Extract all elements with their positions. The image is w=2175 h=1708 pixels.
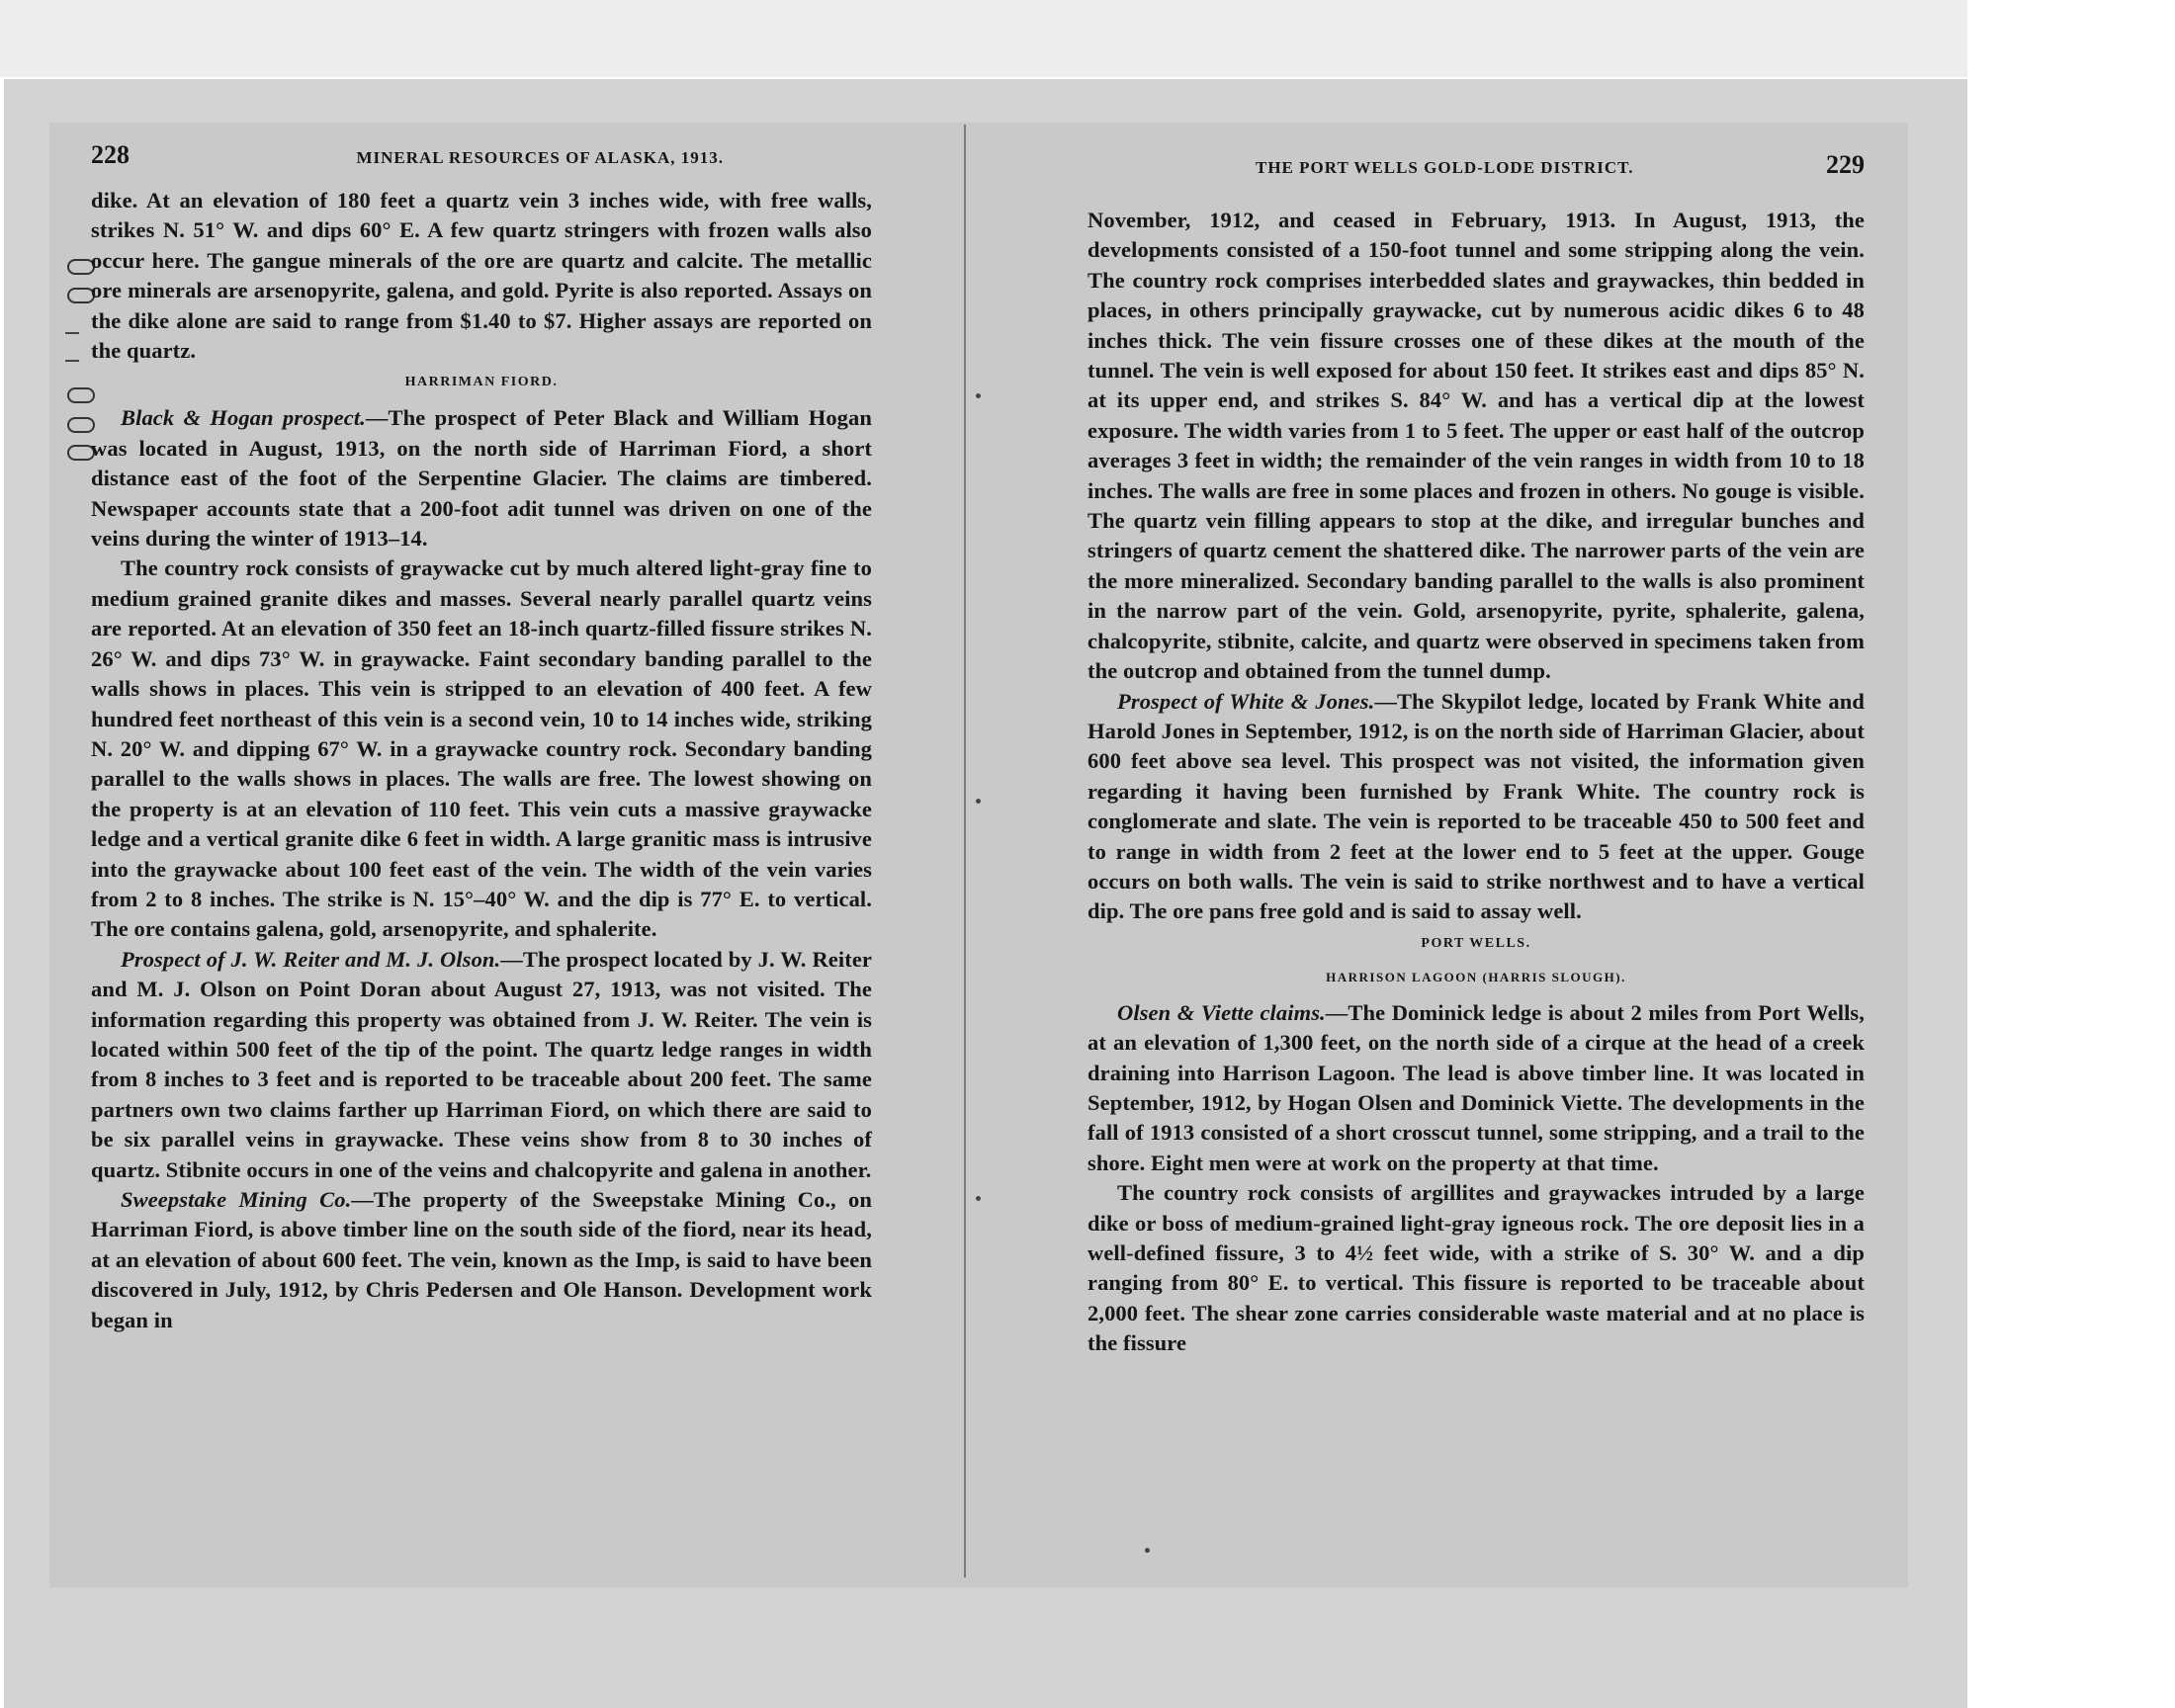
running-head: THE PORT WELLS GOLD-LODE DISTRICT. bbox=[1256, 158, 1634, 177]
gutter-mark bbox=[976, 1196, 981, 1201]
running-head: MINERAL RESOURCES OF ALASKA, 1913. bbox=[356, 148, 724, 167]
left-page-header bbox=[91, 140, 872, 186]
paragraph bbox=[91, 403, 872, 554]
paragraph-text: —The prospect of Peter Black and William Hogan was located in August, 1913, on the north side of Harriman Fiord, a short distance east of the foot of the Serpentine Glacier. The claims are timbered. Newspaper accounts state that a 200-foot adit tunnel was driven on one of the veins during the winter of 1913–14. bbox=[91, 405, 872, 552]
paragraph bbox=[91, 1185, 872, 1335]
paragraph-lead: Prospect of White & Jones. bbox=[1117, 688, 1375, 714]
paragraph-text: —The Dominick ledge is about 2 miles from Port Wells, at an elevation of 1,300 feet, on the north side of a cirque at the head of a creek draining into Harrison Lagoon. The lead is above timber line. It was located in September, 1912, by Hogan Olsen and Dominick Viette. The developments in the fall of 1913 consisted of a short crosscut tunnel, some stripping, and a trail to the shore. Eight men were at work on the property at that time. bbox=[1088, 999, 1866, 1175]
page-number: 228 bbox=[91, 140, 130, 169]
paragraph-lead: Sweepstake Mining Co. bbox=[121, 1187, 352, 1212]
left-page bbox=[91, 140, 872, 1335]
paragraph-text: —The Skypilot ledge, located by Frank White and Harold Jones in September, 1912, is on the north side of Harriman Glacier, about 600 feet above sea level. This prospect was not visited, the information given regarding it having been furnished by Frank White. The country rock is conglomerate and slate. The vein is reported to be traceable 450 to 500 feet and to range in width from 2 feet at the lower end to 5 feet at the upper. Gouge occurs on both walls. The vein is said to strike northwest and to have a vertical dip. The ore pans free gold and is said to assay well. bbox=[1088, 688, 1865, 924]
paragraph-text: —The property of the Sweepstake Mining Co., on Harriman Fiord, is above timber line on the south side of the fiord, near its head, at an elevation of about 600 feet. The vein, known as the Imp, is said to have been discovered in July, 1912, by Chris Pedersen and Ole Hanson. Development work began in bbox=[91, 1187, 872, 1332]
paragraph-lead: Olsen & Viette claims. bbox=[1117, 999, 1326, 1025]
gutter-mark bbox=[976, 393, 981, 398]
paragraph-text: —The prospect located by J. W. Reiter and M. J. Olson on Point Doran about August 27, 1913, was not visited. The information regarding this property was obtained from J. W. Reiter. The vein is located within 500 feet of the tip of the point. The quartz ledge ranges in width from 8 inches to 3 feet and is reported to be traceable about 200 feet. The same partners own two claims farther up Harriman Fiord, on which there are said to be six parallel veins in graywacke. These veins show from 8 to 30 inches of quartz. Stibnite occurs in one of the veins and chalcopyrite and galena in another. bbox=[91, 946, 873, 1182]
section-heading: HARRIMAN FIORD. bbox=[404, 375, 559, 390]
page-mark bbox=[1145, 1548, 1150, 1553]
paragraph: The country rock consists of argillites and graywackes intruded by a large dike or boss of medium-grained light-gray igneous rock. The ore deposit lies in a well-defined fissure, 3 to 4½ feet wide, with a strike of S. 30° W. and a dip ranging from 80° E. to vertical. This fissure is reported to be traceable about 2,000 feet. The shear zone carries considerable waste material and at no place is the fissure bbox=[1088, 1180, 1865, 1356]
right-page bbox=[1088, 150, 1865, 1359]
page-number: 229 bbox=[1826, 150, 1865, 179]
margin-mark bbox=[65, 332, 79, 334]
paragraph: dike. At an elevation of 180 feet a quartz vein 3 inches wide, with free walls, strikes N. 51° W. and dips 60° E. A few quartz stringers with frozen walls also occur here. The gangue minerals of the ore are quartz and calcite. The metallic ore minerals are arsenopyrite, galena, and gold. Pyrite is also reported. Assays on the dike alone are said to range from $1.40 to $7. Higher assays are reported on the quartz. bbox=[91, 188, 872, 364]
paragraph-lead: Prospect of J. W. Reiter and M. J. Olson. bbox=[121, 946, 501, 972]
paragraph: The country rock consists of graywacke cut by much altered light-gray fine to medium grained granite dikes and masses. Several nearly parallel quartz veins are reported. At an elevation of 350 feet an 18-inch quartz-filled fissure strikes N. 26° W. and dips 73° W. in graywacke. Faint secondary banding parallel to the walls shows in places. This vein is stripped to an elevation of 400 feet. A few hundred feet northeast of this vein is a second vein, 10 to 14 inches wide, striking N. 20° W. and dipping 67° W. in a graywacke country rock. Secondary banding parallel to the walls shows in places. The walls are free. The lowest showing on the property is at an elevation of 110 feet. This vein cuts a massive graywacke ledge and a vertical granite dike 6 feet in width. A large granitic mass is intrusive into the graywacke about 100 feet east of the vein. The width of the vein varies from 2 to 8 inches. The strike is N. 15°–40° W. and the dip is 77° E. to vertical. The ore contains galena, gold, arsenopyrite, and sphalerite. bbox=[91, 555, 872, 942]
page-gutter bbox=[964, 125, 966, 1578]
right-page-header bbox=[1088, 150, 1865, 196]
paragraph-lead: Black & Hogan prospect. bbox=[121, 405, 366, 431]
gutter-mark bbox=[976, 799, 981, 804]
paragraph: November, 1912, and ceased in February, 1913. In August, 1913, the developments consisted of a 150-foot tunnel and some stripping along the vein. The country rock comprises interbedded slates and graywackes, thin bedded in places, in others principally graywacke, cut by numerous acidic dikes 6 to 48 inches thick. The vein fissure crosses one of these dikes at the mouth of the tunnel. The vein is well exposed for about 150 feet. It strikes east and dips 85° N. at its upper end, and strikes S. 84° W. and has a vertical dip at the lowest exposure. The width varies from 1 to 5 feet. The upper or east half of the outcrop averages 3 feet in width; the remainder of the vein ranges in width from 10 to 18 inches. The walls are free in some places and frozen in others. No gouge is visible. The quartz vein filling appears to stop at the dike, and irregular bunches and stringers of quartz cement the shattered dike. The narrower parts of the vein are the more mineralized. Secondary banding parallel to the walls is also prominent in the narrow part of the vein. Gold, arsenopyrite, pyrite, sphalerite, galena, chalcopyrite, stibnite, calcite, and quartz were observed in specimens taken from the outcrop and obtained from the tunnel dump. bbox=[1088, 208, 1865, 684]
paragraph bbox=[1088, 998, 1865, 1178]
margin-mark bbox=[65, 360, 79, 362]
paragraph bbox=[1088, 687, 1865, 927]
section-heading: PORT WELLS. bbox=[1421, 935, 1531, 951]
paragraph bbox=[91, 945, 872, 1185]
viewer-top-margin bbox=[0, 0, 1967, 77]
subsection-heading: HARRISON LAGOON (HARRIS SLOUGH). bbox=[1326, 969, 1626, 984]
